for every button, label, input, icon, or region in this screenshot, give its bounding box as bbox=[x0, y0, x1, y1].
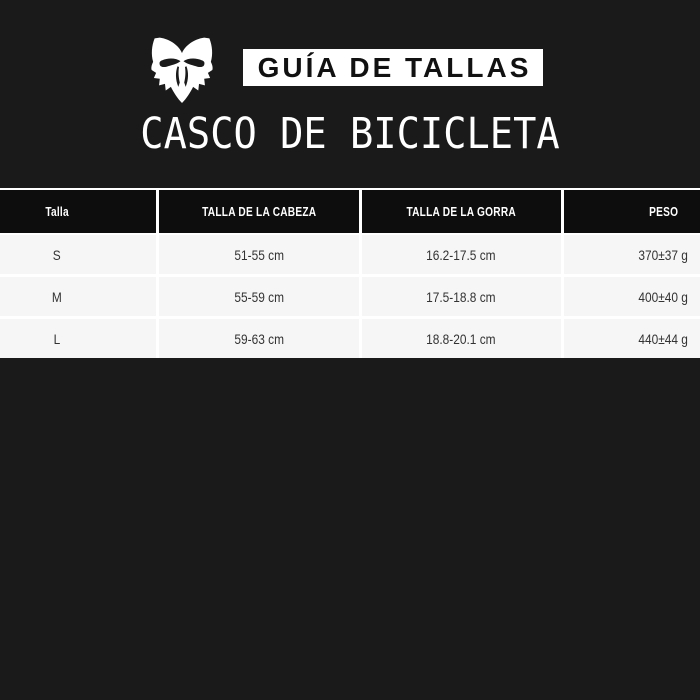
cell-l-peso-value: 440±44 g bbox=[638, 330, 689, 347]
col-header-talla-label: Talla bbox=[44, 204, 69, 219]
cell-l-cabeza-value: 59-63 cm bbox=[234, 330, 284, 347]
cell-s-talla bbox=[0, 235, 156, 274]
cell-s-cabeza bbox=[159, 235, 358, 274]
cell-l-peso bbox=[564, 319, 700, 358]
cell-m-talla-value: M bbox=[51, 288, 62, 305]
col-header-peso bbox=[564, 190, 700, 233]
table-header-row bbox=[0, 190, 700, 233]
cell-s-gorra-value: 16.2-17.5 cm bbox=[426, 246, 496, 263]
table-row-size-m bbox=[0, 277, 700, 316]
cell-l-gorra bbox=[362, 319, 561, 358]
col-header-peso-label: PESO bbox=[648, 204, 678, 219]
cell-m-gorra-value: 17.5-18.8 cm bbox=[426, 288, 496, 305]
cell-l-talla-value: L bbox=[53, 330, 60, 347]
product-title bbox=[0, 108, 700, 160]
cell-s-gorra bbox=[362, 235, 561, 274]
cell-s-cabeza-value: 51-55 cm bbox=[234, 246, 284, 263]
cell-l-gorra-value: 18.8-20.1 cm bbox=[426, 330, 496, 347]
fox-head-logo-icon bbox=[145, 34, 219, 103]
col-header-talla bbox=[0, 190, 156, 233]
table-row-size-l bbox=[0, 319, 700, 358]
cell-m-peso bbox=[564, 277, 700, 316]
cell-m-peso-value: 400±40 g bbox=[638, 288, 689, 305]
product-title-text: CASCO DE BICICLETA bbox=[140, 109, 560, 159]
cell-l-talla bbox=[0, 319, 156, 358]
col-header-talla-gorra bbox=[362, 190, 561, 233]
cell-l-cabeza bbox=[159, 319, 358, 358]
col-header-talla-gorra-label: TALLA DE LA GORRA bbox=[406, 204, 516, 219]
cell-s-talla-value: S bbox=[52, 246, 61, 263]
table-row-size-s bbox=[0, 235, 700, 274]
size-guide-badge bbox=[243, 49, 543, 86]
cell-m-cabeza bbox=[159, 277, 358, 316]
cell-m-cabeza-value: 55-59 cm bbox=[234, 288, 284, 305]
cell-s-peso bbox=[564, 235, 700, 274]
col-header-talla-cabeza-label: TALLA DE LA CABEZA bbox=[201, 204, 316, 219]
size-guide-badge-label: GUÍA DE TALLAS bbox=[257, 51, 532, 83]
col-header-talla-cabeza bbox=[159, 190, 358, 233]
cell-m-gorra bbox=[362, 277, 561, 316]
size-chart-table bbox=[0, 188, 700, 358]
cell-s-peso-value: 370±37 g bbox=[638, 246, 689, 263]
cell-m-talla bbox=[0, 277, 156, 316]
